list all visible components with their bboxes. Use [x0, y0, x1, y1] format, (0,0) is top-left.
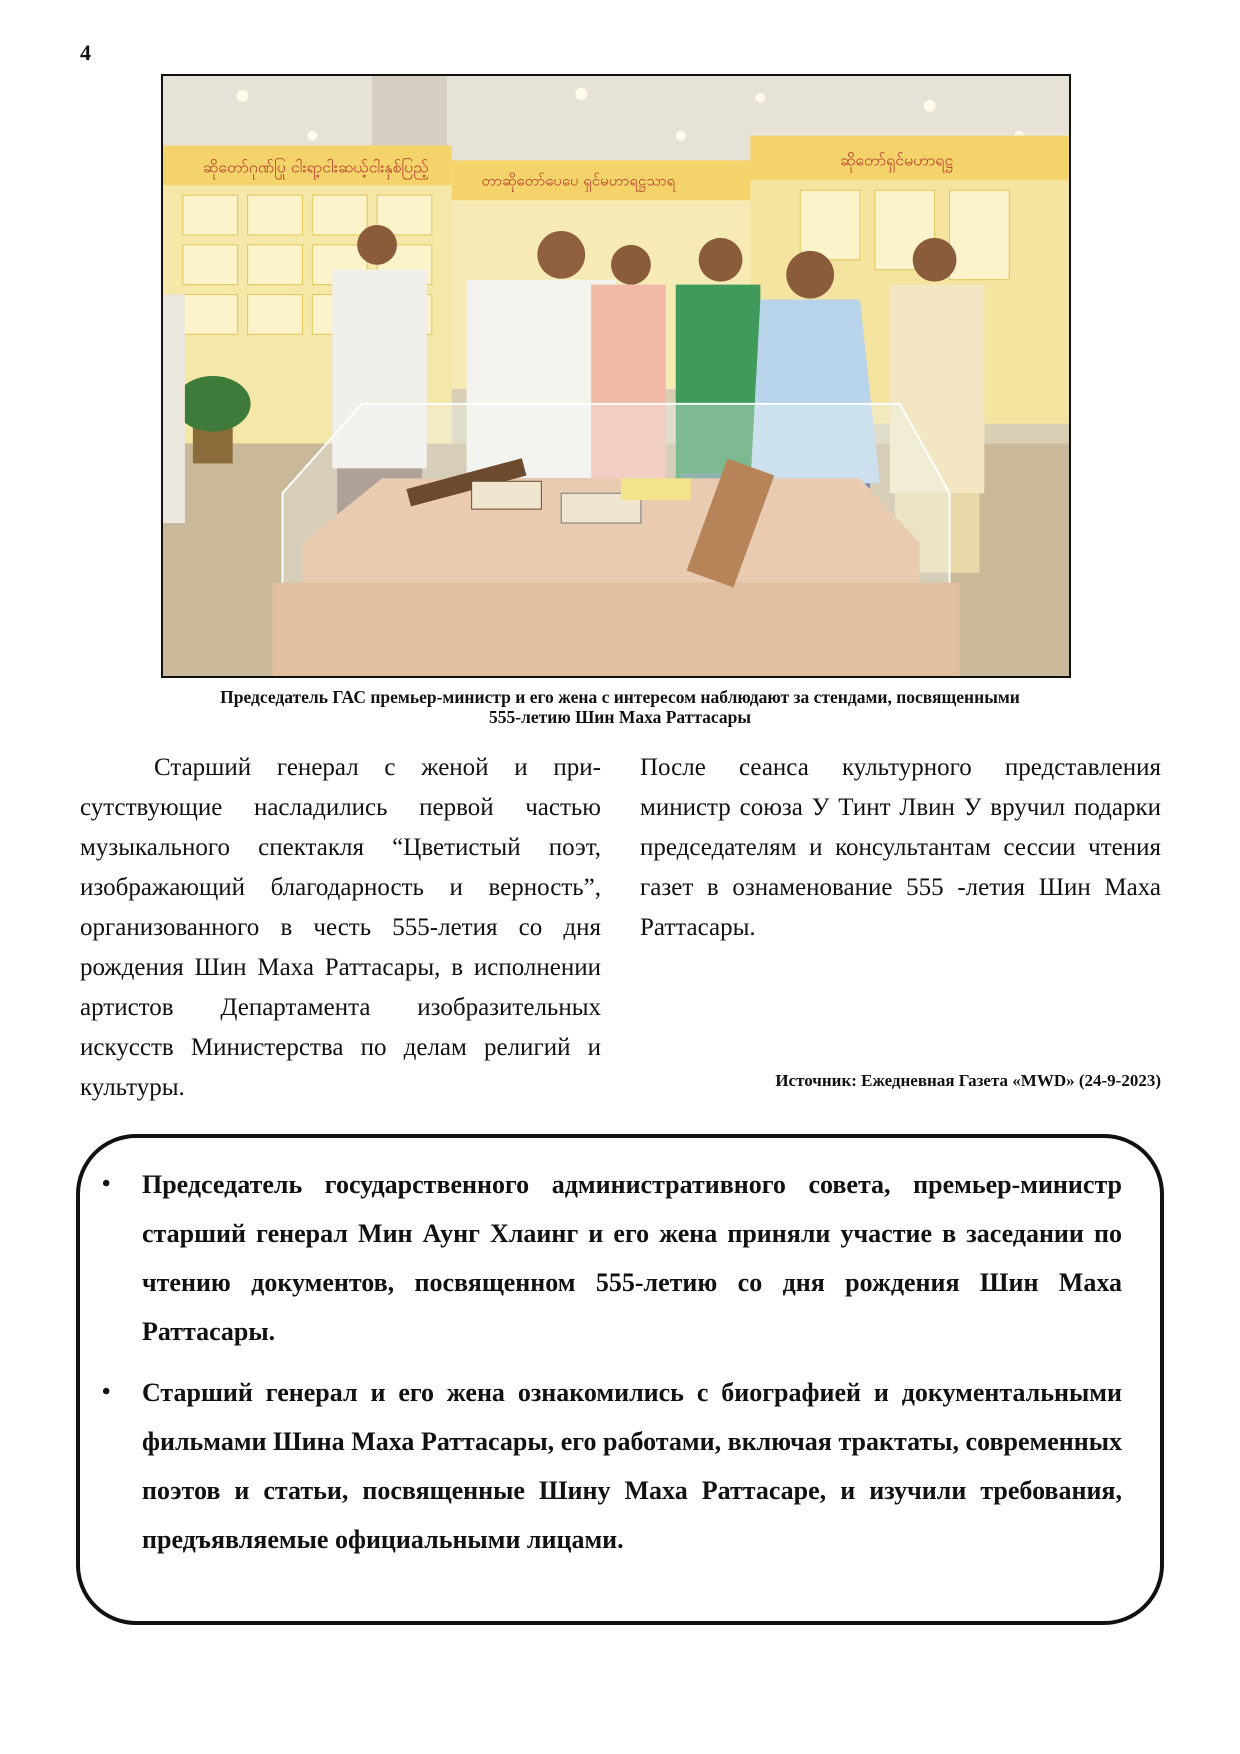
- photo-caption: [120, 687, 1120, 727]
- banner-text-right: ဆိုတော်ရှင်မဟာရဋ္ဌ: [840, 150, 954, 170]
- showcase: [273, 404, 960, 676]
- photo-illustration: [163, 76, 1069, 676]
- summary-item-text: Старший генерал и его жена ознакомились с биографией и документальными фильмами Шина Маха Раттасары, его работами, включая трактаты, современных поэтов и статьи, посвященные Шину Маха Раттасаре, и изучили требования, предъявляемые официальными лицами.: [142, 1378, 1122, 1554]
- summary-box: [76, 1134, 1164, 1625]
- summary-item: [102, 1160, 1122, 1356]
- page-number: 4: [80, 40, 91, 65]
- article-left-column: Старший генерал с женой и присутствующие насладились первой частью музыкального спектакля “Цветистый поэт, изображающий благодарность и верность”, организованного в честь 555-летия со дня рождения Шин Маха Раттасары, в исполнении артистов Департамента изобразительных искусств Министерства по делам религий и культуры.: [80, 754, 601, 1101]
- bullet-icon: •: [102, 1171, 111, 1197]
- summary-list: [102, 1160, 1122, 1576]
- bullet-icon: •: [102, 1379, 111, 1405]
- banner-text-center: တာဆိုတော်ပေပေ ရှင်မဟာရဋ္ဌသာရ: [481, 171, 676, 190]
- exhibition-photo: [161, 74, 1071, 678]
- caption-line-2: 555-летию Шин Маха Раттасары: [488, 707, 752, 727]
- banner-text-left: ဆိုတော်ဂုဏ်ပြု ငါးရာ့ငါးဆယ့်ငါးနှစ်ပြည့်: [202, 157, 429, 177]
- summary-item-text: Председатель государственного административного совета, премьер-министр старший генерал Мин Аунг Хлаинг и его жена приняли участие в заседании по чтению документов, посвященном 555-летию со дня рождения Шин Маха Раттасары.: [142, 1170, 1122, 1346]
- article-right-column: После сеанса культурного представления министр союза У Тинт Лвин У вручил подарки председателям и консультантам сессии чтения газет в ознаменование 555 -летия Шин Маха Раттасары.: [640, 754, 1161, 941]
- summary-item: [102, 1368, 1122, 1564]
- source-citation: Источник: Ежедневная Газета «MWD» (24-9-2023): [775, 1071, 1161, 1090]
- caption-line-1: Председатель ГАС премьер-министр и его жена с интересом наблюдают за стендами, посвященными: [220, 687, 1020, 707]
